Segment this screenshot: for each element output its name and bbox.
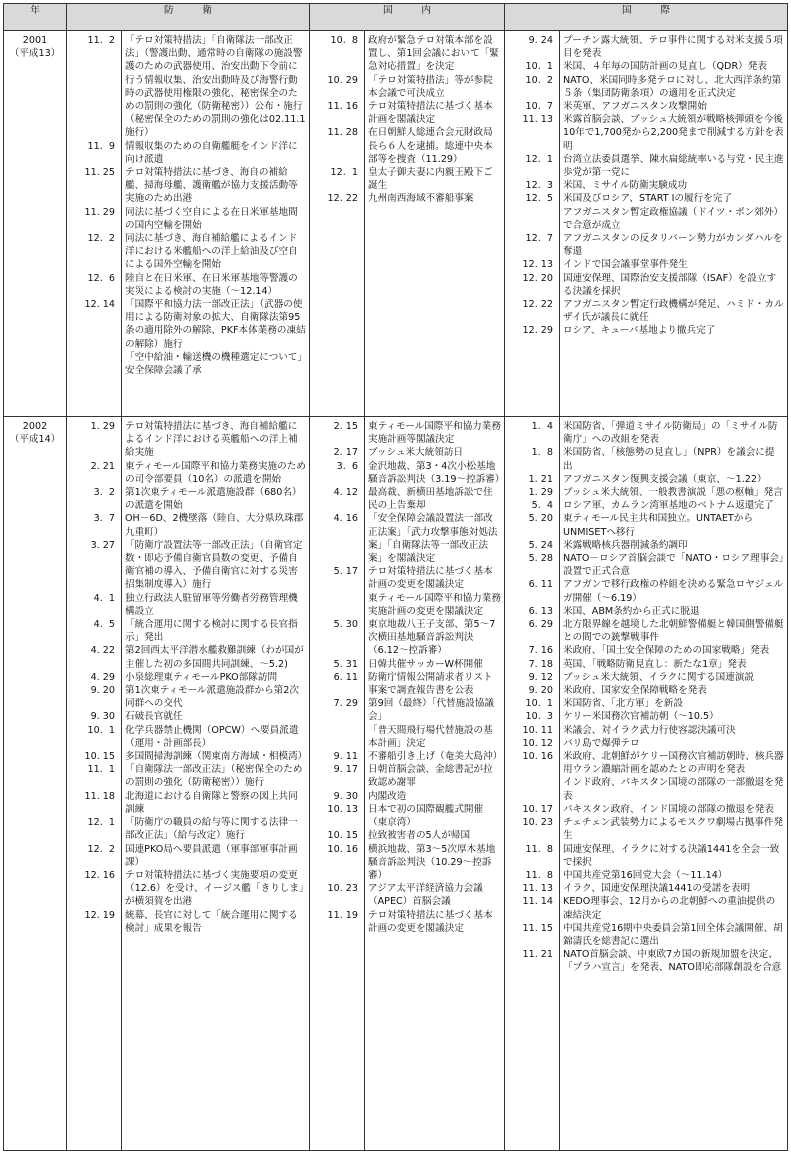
- defense-event-text: 化学兵器禁止機関（OPCW）へ要員派遣（運用・計画部長）: [125, 724, 299, 749]
- domestic-event-text: 「普天間飛行場代替施設の基本計画」決定: [368, 724, 493, 749]
- international-event-text: 米国防省、「弾道ミサイル防衛局」の「ミサイル防衛庁」への改組を発表: [563, 421, 778, 446]
- international-event-date: 1. 29: [528, 487, 553, 499]
- defense-event-text: テロ対策特措法に基づき、海自補給艦によるインド洋における英艦船への洋上補給実施: [125, 421, 298, 459]
- international-event-date: 10. 12: [522, 737, 553, 749]
- year-cell: [4, 31, 67, 417]
- domestic-event-date: 5. 31: [333, 658, 358, 670]
- international-event-date: 10. 16: [522, 751, 553, 763]
- defense-event-date: 11. 9: [87, 140, 115, 152]
- domestic-event-date: 10. 16: [327, 843, 358, 855]
- international-event-date: 11. 13: [522, 883, 553, 895]
- international-event-date: 10. 7: [525, 101, 553, 113]
- international-event-text: アフガニスタン復興支援会議（東京、〜1.22）: [563, 473, 767, 485]
- defense-event-text: 統幕、長官に対して「統合運用に関する検討」成果を報告: [125, 909, 298, 934]
- international-event-text: 米政府、北朝鮮がケリー国務次官補訪朝時、核兵器用ウラン濃縮計画を認めたとの声明を発表: [563, 751, 784, 776]
- international-event-date: 6. 29: [528, 619, 553, 631]
- defense-events-cell: [122, 31, 310, 417]
- international-event-text: ブッシュ米大統領、イラクに関する国連演説: [563, 671, 755, 683]
- domestic-event-text: 第9回（最終）「代替施設協議会」: [368, 698, 495, 723]
- international-events-cell: [560, 417, 788, 1151]
- domestic-event-text: 東京地裁八王子支部、第5〜7次横田基地騒音訴訟判決（6.12〜控訴審）: [368, 619, 496, 657]
- defense-event-date: 3. 27: [90, 539, 115, 551]
- domestic-event-text: ブッシュ米大統領訪日: [368, 447, 464, 459]
- domestic-event-text: 金沢地裁、第3・4次小松基地騒音訴訟判決（3.19〜控訴審）: [368, 460, 505, 485]
- defense-event-text: テロ対策特措法に基づく実施要項の変更（12.6）を受け、イージス艦「きりしま」が横須賀を出港: [125, 869, 304, 908]
- year-row: [4, 417, 788, 1151]
- international-event-date: 9. 24: [528, 35, 553, 46]
- domestic-event-date: 10. 8: [330, 35, 358, 46]
- domestic-event-date: 5. 30: [333, 619, 358, 631]
- international-event-date: 12. 29: [522, 325, 553, 337]
- international-event-date: 11. 15: [522, 922, 553, 934]
- international-event-date: 5. 20: [528, 513, 553, 525]
- international-event-date: 5. 28: [528, 553, 553, 565]
- international-event-text: プーチン露大統領、テロ事件に関する対米支援５項目を発表: [563, 35, 783, 60]
- international-event-text: 米英軍、アフガニスタン攻撃開始: [563, 101, 707, 113]
- international-event-text: 米国、ミサイル防衛実験成功: [563, 180, 688, 192]
- defense-event-date: 4. 22: [90, 645, 115, 657]
- international-event-text: 米政府、「国土安全保障のための国家戦略」発表: [563, 645, 770, 657]
- defense-event-text: 陸自と在日米軍、在日米軍基地等警護の実災による検討の実施（〜12.14）: [125, 272, 298, 297]
- defense-event-text: 東ティモール国際平和協力業務実施のための司令部要員（10名）の派遣を開始: [125, 460, 306, 485]
- international-event-text: アフガンで移行政権の枠組を決める緊急ロヤジェルガ開催（〜6.19）: [563, 579, 784, 604]
- international-event-text: アフガニスタン暫定行政機構が発足、ハミド・カルザイ氏が議長に就任: [563, 299, 784, 324]
- header-international: 国 際: [505, 4, 788, 31]
- international-event-date: 10. 23: [522, 817, 553, 829]
- defense-event-text: OH－6D、2機墜落（陸自、大分県玖珠郡九重町）: [125, 513, 304, 538]
- domestic-events-cell: [365, 417, 505, 1151]
- domestic-event-date: 11. 19: [327, 909, 358, 921]
- defense-event-date: 4. 5: [93, 619, 115, 631]
- international-event-text: 北方限界線を越境した北朝鮮警備艇と韓国側警備艇との間での銃撃戦事件: [563, 619, 784, 644]
- domestic-event-text: 政府が緊急テロ対策本部を設置し、第1回会議において「緊急対応措置」を決定: [368, 35, 499, 73]
- chronology-table: [3, 3, 788, 1151]
- domestic-event-text: 防衛庁情報公開請求者リスト事案で調査報告書を公表: [368, 671, 493, 697]
- defense-event-date: 2. 21: [90, 460, 115, 472]
- international-event-date: 12. 22: [522, 299, 553, 311]
- domestic-event-date: 2. 17: [333, 447, 358, 459]
- international-event-text: ケリー米国務次官補訪朝（〜10.5）: [563, 711, 719, 723]
- defense-events-cell: [122, 417, 310, 1151]
- international-event-date: 10. 1: [525, 698, 553, 710]
- defense-dates-cell: [67, 417, 122, 1151]
- defense-event-date: 11. 18: [84, 790, 115, 802]
- defense-event-text: 同法に基づき、海自補給艦によるインド洋における米艦船への洋上給油及び空自による国外空輸を開始: [125, 233, 298, 271]
- international-event-text: ブッシュ米大統領、一般教書演説「悪の枢軸」発言: [563, 487, 783, 499]
- domestic-event-date: 4. 12: [333, 487, 358, 499]
- international-event-date: [505, 206, 553, 232]
- defense-event-text: 「統合運用に関する検討に関する長官指示」発出: [125, 619, 298, 644]
- defense-event-date: 11. 2: [87, 35, 115, 46]
- year-cell: [4, 417, 67, 1151]
- defense-event-text: 「テロ対策特措法」「自衛隊法一部改正法」（警護出動、通常時の自衛隊の施設警護のための武器使用、治安出動下令前に行う情報収集、治安出動時及び海警行動時の武器使用権限の強化、秘密保全のための罰則の強化（防衛秘密））公布・施行（秘密保全のための罰則の強化は02.11.1施行）: [125, 35, 306, 139]
- domestic-event-date: 10. 13: [327, 803, 358, 815]
- defense-event-date: 10. 1: [87, 724, 115, 736]
- international-event-text: 米国、４年毎の国防計画の見直し（QDR）発表: [563, 61, 767, 73]
- international-event-date: 9. 12: [528, 671, 553, 683]
- defense-event-text: 「国際平和協力法一部改正法」（武器の使用による防衛対象の拡大、自衛隊法第95条の適用除外の解除、PKF本体業務の凍結の解除）施行: [125, 299, 306, 350]
- international-event-text: アフガニスタンの反タリバーン勢力がカンダハルを奪還: [563, 233, 783, 258]
- year-row: [4, 31, 788, 417]
- international-event-date: 11. 8: [525, 843, 553, 855]
- era-label: （平成13）: [9, 48, 61, 60]
- international-event-date: 12. 3: [525, 180, 553, 192]
- international-event-text: イラク、国連安保理決議1441の受諾を表明: [563, 883, 751, 895]
- international-event-text: 米国防省、「核態勢の見直し」（NPR）を議会に提出: [563, 447, 775, 472]
- domestic-event-text: 「テロ対策特措法」等が参院本会議で可決成立: [368, 74, 493, 99]
- international-event-date: 6. 13: [528, 605, 553, 617]
- domestic-event-text: テロ対策特措法に基づく基本計画の変更を閣議決定: [368, 909, 493, 934]
- international-event-date: 11. 8: [525, 869, 553, 881]
- international-event-date: 10. 3: [525, 711, 553, 723]
- domestic-event-text: テロ対策特措法に基づく基本計画を閣議決定: [368, 101, 493, 126]
- defense-event-date: 4. 29: [90, 671, 115, 683]
- defense-event-date: 12. 2: [87, 843, 115, 855]
- international-event-text: 米国防省、「北方軍」を新設: [563, 698, 683, 710]
- international-event-date: 5. 4: [531, 500, 553, 512]
- header-defense: 防 衛: [67, 4, 310, 31]
- international-event-text: 米議会、対イラク武力行使容認決議可決: [563, 724, 736, 736]
- domestic-dates-cell: [310, 31, 365, 417]
- defense-event-text: 第2回西太平洋潜水艦救難訓練（わが国が主催した初の多国間共同訓練、〜5.2): [125, 645, 304, 670]
- domestic-event-date: 11. 16: [327, 101, 358, 113]
- domestic-event-date: 3. 6: [336, 460, 358, 472]
- domestic-event-text: 日韓共催サッカーW杯開催: [368, 658, 483, 670]
- international-event-text: 米国、ABM条約から正式に脱退: [563, 605, 700, 617]
- domestic-event-date: 12. 22: [327, 193, 358, 205]
- domestic-event-date: 12. 1: [330, 167, 358, 179]
- domestic-event-text: 日本で初の国際観艦式開催（東京湾）: [368, 803, 484, 829]
- international-event-date: 1. 21: [528, 473, 553, 485]
- domestic-event-text: 「安全保障会議設置法一部改正法案」「武力攻撃事態対処法案」「自衛隊法等一部改正法案」を閣議決定: [368, 513, 498, 565]
- header-domestic: 国 内: [310, 4, 505, 31]
- international-event-date: 1. 4: [531, 421, 553, 432]
- domestic-event-date: 11. 28: [327, 127, 358, 139]
- defense-event-text: 国連PKO局へ要員派遣（軍事部軍事計画課）: [125, 843, 298, 868]
- international-event-date: 12. 1: [525, 153, 553, 165]
- defense-event-text: 独立行政法人駐留軍等労働者労務管理機構設立: [125, 592, 298, 617]
- international-event-date: 11. 21: [522, 949, 553, 961]
- defense-event-text: 北海道における自衛隊と警察の図上共同訓練: [125, 790, 298, 815]
- domestic-event-text: 日朝首脳会談、金総書記が拉致認め謝罪: [368, 764, 493, 789]
- domestic-event-date: 4. 16: [333, 513, 358, 525]
- defense-event-text: 石破長官就任: [125, 711, 183, 723]
- international-event-text: 東ティモール民主共和国独立。UNTAETからUNMISETへ移行: [563, 513, 753, 538]
- defense-event-date: 11. 25: [84, 167, 115, 179]
- domestic-event-text: 皇太子御夫妻に内親王殿下ご誕生: [368, 167, 493, 192]
- domestic-event-date: 9. 30: [333, 790, 358, 802]
- international-event-date: 10. 11: [522, 724, 553, 736]
- international-event-text: KEDO理事会、12月からの北朝鮮への重油提供の凍結決定: [563, 896, 776, 921]
- domestic-event-date: 10. 29: [327, 74, 358, 86]
- domestic-event-text: 九州南西海域不審船事案: [368, 193, 474, 205]
- domestic-event-date: 9. 11: [333, 751, 358, 763]
- international-dates-cell: [505, 417, 560, 1151]
- domestic-event-text: 最高裁、新横田基地訴訟で住民の上告棄却: [368, 487, 493, 512]
- header-row: [4, 4, 788, 31]
- defense-event-date: 12. 14: [84, 299, 115, 311]
- defense-event-date: 9. 30: [90, 711, 115, 723]
- defense-event-text: 第1次東ティモール派遣施設群から第2次同群への交代: [125, 685, 299, 710]
- international-event-text: NATO－ロシア首脳会談で「NATO・ロシア理事会」設置で正式合意: [563, 553, 784, 578]
- defense-event-date: 10. 15: [84, 751, 115, 763]
- defense-event-text: 「空中給油・輸送機の機種選定について」安全保障会議了承: [125, 351, 303, 377]
- international-event-text: ロシア、キューバ基地より撤兵完了: [563, 325, 716, 337]
- international-event-date: 11. 13: [522, 114, 553, 126]
- international-event-text: 英国、「戦略防衛見直し：新たな1章」発表: [563, 658, 747, 670]
- defense-event-text: 「防衛庁の職員の給与等に関する法律一部改正法」（給与改定）施行: [125, 817, 298, 842]
- year-label: 2001: [22, 35, 48, 46]
- international-event-date: 1. 8: [531, 447, 553, 459]
- defense-event-text: 多国間掃海訓練（関東南方海域・相模湾）: [125, 751, 308, 763]
- international-event-text: インドで国会議事堂事件発生: [563, 259, 688, 271]
- defense-event-text: 「防衛庁設置法等一部改正法」（自衛官定数・即応予備自衛官員数の変更、予備自衛官補の導入、予備自衛官に対する災害招集制度導入）施行: [125, 539, 303, 591]
- international-event-text: 米露首脳会談、ブッシュ大統領が戦略核弾頭を今後10年で1,700発から2,200発まで削減する方針を表明: [563, 114, 784, 152]
- domestic-event-date: 5. 17: [333, 566, 358, 578]
- international-event-text: 米露戦略核兵器削減条約調印: [563, 539, 688, 551]
- domestic-event-text: 内閣改造: [368, 790, 407, 802]
- defense-event-date: 12. 19: [84, 909, 115, 921]
- defense-dates-cell: [67, 31, 122, 417]
- international-event-date: 10. 2: [525, 74, 553, 86]
- international-event-date: 10. 1: [525, 61, 553, 73]
- domestic-event-text: 在日朝鮮人総連合会元財政局長ら６人を逮捕。総連中央本部等を捜査（11.29）: [368, 127, 493, 165]
- international-event-date: 7. 16: [528, 645, 553, 657]
- international-event-date: 12. 13: [522, 259, 553, 271]
- domestic-event-text: 横浜地裁、第3〜5次厚木基地騒音訴訟判決（10.29〜控訴審）: [368, 843, 496, 881]
- defense-event-text: 小泉総理東ティモールPKO部隊訪問: [125, 671, 278, 683]
- domestic-event-date: 7. 29: [333, 698, 358, 710]
- international-event-date: 10. 17: [522, 803, 553, 815]
- international-event-date: 6. 11: [528, 579, 553, 591]
- domestic-event-date: [310, 724, 358, 750]
- international-event-text: チェチェン武装勢力によるモスクワ劇場占拠事件発生: [563, 817, 784, 842]
- international-event-text: ロシア軍、カムラン湾軍基地のベトナム返還完了: [563, 500, 774, 512]
- international-event-text: 中国共産党16期中央委員会第1回全体会議開催、胡錦濤氏を総書記に選出: [563, 922, 783, 947]
- international-event-text: NATO首脳会談、中東欧7カ国の新規加盟を決定、「プラハ宣言」を発表、NATO即応部隊創設を合意: [563, 949, 782, 974]
- international-dates-cell: [505, 31, 560, 417]
- era-label: （平成14）: [9, 434, 61, 446]
- domestic-event-date: 10. 23: [327, 883, 358, 895]
- international-event-date: 12. 5: [525, 193, 553, 205]
- international-event-text: バリ島で爆弾テロ: [563, 737, 640, 749]
- defense-event-date: 11. 29: [84, 206, 115, 218]
- domestic-event-text: テロ対策特措法に基づく基本計画の変更を閣議決定: [368, 566, 493, 591]
- international-event-date: 7. 18: [528, 658, 553, 670]
- domestic-dates-cell: [310, 417, 365, 1151]
- defense-event-date: 11. 1: [87, 764, 115, 776]
- domestic-event-date: 10. 15: [327, 830, 358, 842]
- defense-event-date: [67, 351, 115, 377]
- defense-event-text: 「自衛隊法一部改正法」（秘密保全のための罰則の強化（防衛秘密））施行: [125, 764, 303, 789]
- domestic-event-date: 6. 11: [333, 671, 358, 683]
- international-event-text: パキスタン政府、インド国境の部隊の撤退を発表: [563, 803, 774, 815]
- international-event-date: 5. 24: [528, 539, 553, 551]
- international-event-text: アフガニスタン暫定政権協議（ドイツ・ボン郊外）で合意が成立: [563, 206, 784, 231]
- defense-event-date: 12. 16: [84, 869, 115, 881]
- defense-event-text: 情報収集のための自衛艦艇をインド洋に向け派遣: [125, 140, 298, 165]
- defense-event-text: テロ対策特措法に基づき、海自の補給艦、掃海母艦、護衛艦が協力支援活動等実施のため出港: [125, 167, 298, 205]
- international-event-date: 12. 20: [522, 272, 553, 284]
- domestic-event-text: アジア太平洋経済協力会議（APEC）首脳会議: [368, 883, 483, 908]
- international-event-text: インド政府、パキスタン国境の部隊の一部撤退を発表: [563, 777, 784, 802]
- international-event-text: 米政府、国家安全保障戦略を発表: [563, 685, 707, 697]
- year-label: 2002: [22, 421, 48, 432]
- international-event-text: NATO、米国同時多発テロに対し、北大西洋条約第５条（集団防衛条項）の適用を正式決定: [563, 74, 782, 99]
- domestic-event-text: 拉致被害者の5人が帰国: [368, 830, 471, 842]
- international-event-text: 国連安保理、イラクに対する決議1441を全会一致で採択: [563, 843, 780, 868]
- domestic-event-date: 9. 17: [333, 764, 358, 776]
- international-events-cell: [560, 31, 788, 417]
- international-event-text: 中国共産党第16回党大会（〜11.14）: [563, 869, 728, 881]
- domestic-event-text: 東ティモール国際平和協力業務実施計画等閣議決定: [368, 421, 501, 446]
- defense-event-date: 12. 1: [87, 817, 115, 829]
- international-event-text: 台湾立法委員選挙、陳水扁総統率いる与党・民主進歩党が第一党に: [563, 153, 784, 179]
- international-event-date: 12. 7: [525, 233, 553, 245]
- domestic-event-text: 不審船引き上げ（奄美大島沖）: [368, 751, 503, 763]
- international-event-date: 9. 20: [528, 685, 553, 697]
- domestic-event-date: [310, 592, 358, 618]
- international-event-date: 11. 14: [522, 896, 553, 908]
- domestic-event-text: 東ティモール国際平和協力業務実施計画の変更を閣議決定: [368, 592, 501, 617]
- defense-event-date: 4. 1: [93, 592, 115, 604]
- defense-event-text: 同法に基づく空自による在日米軍基地間の国内空輸を開始: [125, 206, 298, 231]
- header-year: 年: [4, 4, 67, 31]
- domestic-event-date: 2. 15: [333, 421, 358, 432]
- defense-event-date: 12. 6: [87, 272, 115, 284]
- defense-event-date: 3. 2: [93, 487, 115, 499]
- international-event-text: 米国及びロシア、START Ⅰの履行を完了: [563, 193, 733, 205]
- defense-event-date: 9. 20: [90, 685, 115, 697]
- defense-event-text: 第1次東ティモール派遣施設群（680名）の派遣を開始: [125, 487, 302, 512]
- domestic-events-cell: [365, 31, 505, 417]
- defense-event-date: 3. 7: [93, 513, 115, 525]
- international-event-date: [505, 776, 553, 802]
- defense-event-date: 12. 2: [87, 233, 115, 245]
- international-event-text: 国連安保理、国際治安支援部隊（ISAF）を設立する決議を採択: [563, 272, 777, 297]
- defense-event-date: 1. 29: [90, 421, 115, 432]
